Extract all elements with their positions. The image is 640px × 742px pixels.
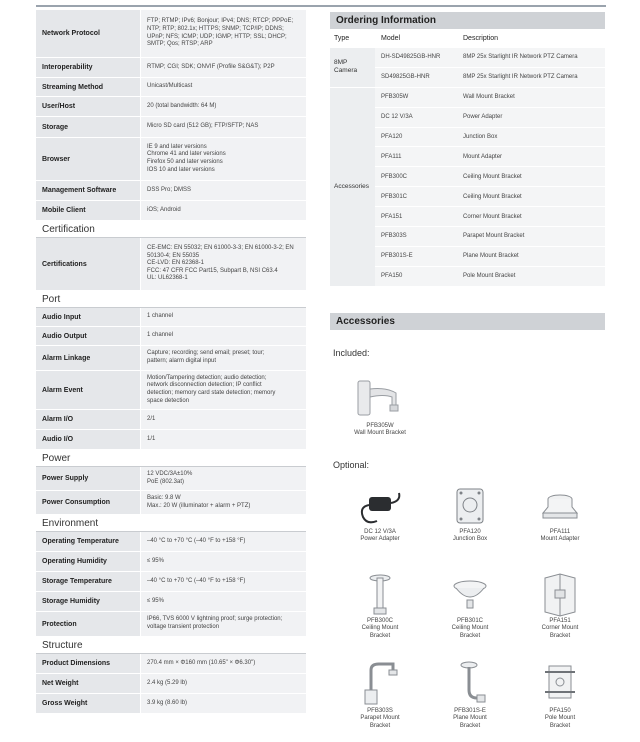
spec-value: Motion/Tampering detection; audio detection; network disconnection detection; IP conflict detection; memory card state detection; memory space detection: [141, 371, 306, 409]
spec-value: 1 channel: [141, 308, 306, 326]
ordering-row: PFA151 Corner Mount Bracket: [375, 207, 605, 227]
plane-bracket-icon: [445, 660, 495, 708]
ordering-information: [330, 12, 605, 287]
ordering-row: PFA120 Junction Box: [375, 128, 605, 148]
accessory-pfa120: PFA120 Junction Box: [430, 485, 510, 544]
accessory-pfa111: PFA111 Mount Adapter: [520, 485, 600, 544]
spec-key: Storage: [36, 117, 140, 137]
ordering-row: PFB300C Ceiling Mount Bracket: [375, 167, 605, 187]
spec-row: [36, 201, 306, 221]
ceiling-bracket-dome-icon: [445, 572, 495, 618]
accessory-power-adapter: DC 12 V/3A Power Adapter: [340, 485, 420, 544]
spec-key: Storage Humidity: [36, 592, 140, 611]
accessories-title: Accessories: [330, 313, 605, 330]
spec-key: Streaming Method: [36, 78, 140, 96]
junction-box-icon: [445, 485, 495, 529]
spec-key: Alarm I/O: [36, 410, 140, 429]
spec-key: Mobile Client: [36, 201, 140, 220]
spec-value: CE-EMC: EN 55032; EN 61000-3-3; EN 61000-3-2; EN 50130-4; EN 55035 CE-LVD: EN 62368-1 FCC: 47 CFR FCC Part15, Subpart B, NSI C63.4 UL: UL62368-1: [141, 238, 306, 290]
spec-value: IP66, TVS 6000 V lightning proof; surge protection; voltage transient protection: [141, 612, 306, 636]
spec-row: [36, 371, 306, 410]
type-accessories: Accessories: [330, 88, 375, 287]
pole-bracket-icon: [535, 660, 585, 708]
spec-value: 1 channel: [141, 327, 306, 345]
parapet-bracket-icon: [355, 660, 405, 708]
ordering-row: DC 12 V/3A Power Adapter: [375, 108, 605, 128]
ordering-table: [330, 48, 605, 287]
spec-value: ≤ 95%: [141, 552, 306, 571]
spec-row: [36, 346, 306, 371]
spec-value: Basic: 9.8 W Max.: 20 W (illuminator + alarm + PTZ): [141, 491, 306, 514]
accessory-pfb301c: PFB301C Ceiling Mount Bracket: [430, 572, 510, 640]
spec-row: [36, 58, 306, 78]
included-label: Included:: [333, 348, 370, 358]
spec-row: [36, 10, 306, 58]
section-title-structure: Structure: [36, 637, 306, 654]
spec-value: IE 9 and later versions Chrome 41 and later versions Firefox 50 and later versions IOS 10 and later versions: [141, 138, 306, 180]
type-column: [330, 48, 375, 287]
ordering-row: PFB305W Wall Mount Bracket: [375, 88, 605, 108]
spec-key: Alarm Event: [36, 371, 140, 409]
spec-row: [36, 572, 306, 592]
ordering-row: PFA111 Mount Adapter: [375, 147, 605, 167]
spec-key: Gross Weight: [36, 694, 140, 713]
spec-row: [36, 181, 306, 201]
spec-row: [36, 138, 306, 181]
section-title-port: Port: [36, 291, 306, 308]
spec-value: Capture; recording; send email; preset; tour; pattern; alarm digital input: [141, 346, 306, 370]
accessory-pfa150: PFA150 Pole Mount Bracket: [520, 660, 600, 730]
top-rule: [36, 5, 606, 7]
spec-value: iOS; Android: [141, 201, 306, 220]
accessory-pfa151: PFA151 Corner Mount Bracket: [520, 572, 600, 640]
accessories-section: [330, 313, 605, 330]
spec-key: Operating Humidity: [36, 552, 140, 571]
spec-table: [36, 10, 306, 714]
ordering-row: PFA150 Pole Mount Bracket: [375, 267, 605, 287]
spec-row: [36, 238, 306, 291]
spec-value: Unicast/Multicast: [141, 78, 306, 96]
spec-row: [36, 117, 306, 138]
spec-key: Power Supply: [36, 467, 140, 490]
spec-key: Audio I/O: [36, 430, 140, 449]
spec-value: FTP; RTMP; IPv6; Bonjour; IPv4; DNS; RTCP; PPPoE; NTP; RTP; 802.1x; HTTPS; SNMP; TCP/IP; DDNS; UPnP; NFS; ICMP; UDP; IGMP; HTTP; SSL; DHCP; SMTP; Qos; RTSP; ARP: [141, 10, 306, 57]
spec-key: Product Dimensions: [36, 654, 140, 673]
spec-key: Net Weight: [36, 674, 140, 693]
spec-value: 1/1: [141, 430, 306, 449]
spec-row: [36, 592, 306, 612]
section-title-power: Power: [36, 450, 306, 467]
spec-value: –40 °C to +70 °C (–40 °F to +158 °F): [141, 532, 306, 551]
spec-key: Alarm Linkage: [36, 346, 140, 370]
spec-row: [36, 327, 306, 346]
spec-value: –40 °C to +70 °C (–40 °F to +158 °F): [141, 572, 306, 591]
spec-row: [36, 308, 306, 327]
spec-value: 2.4 kg (5.29 lb): [141, 674, 306, 693]
header-description: Description: [463, 34, 499, 42]
spec-key: User/Host: [36, 97, 140, 116]
header-type: Type: [334, 34, 350, 42]
accessory-pfb305w: PFB305W Wall Mount Bracket: [335, 375, 425, 438]
corner-bracket-icon: [535, 572, 585, 618]
power-adapter-icon: [355, 485, 405, 529]
accessory-pfb301s-e: PFB301S-E Plane Mount Bracket: [430, 660, 510, 730]
spec-row: [36, 694, 306, 714]
spec-row: [36, 97, 306, 117]
spec-row: [36, 654, 306, 674]
spec-key: Audio Input: [36, 308, 140, 326]
accessory-pfb300c: PFB300C Ceiling Mount Bracket: [340, 572, 420, 640]
spec-key: Audio Output: [36, 327, 140, 345]
wall-mount-bracket-icon: [352, 375, 408, 423]
ordering-row: PFB303S Parapet Mount Bracket: [375, 227, 605, 247]
spec-key: Network Protocol: [36, 10, 140, 57]
spec-row: [36, 491, 306, 515]
spec-row: [36, 78, 306, 97]
spec-value: Micro SD card (512 GB); FTP/SFTP; NAS: [141, 117, 306, 137]
spec-key: Protection: [36, 612, 140, 636]
spec-key: Management Software: [36, 181, 140, 200]
ordering-row: PFB301S-E Plane Mount Bracket: [375, 247, 605, 267]
spec-value: 3.9 kg (8.60 lb): [141, 694, 306, 713]
ceiling-bracket-pole-icon: [355, 572, 405, 618]
spec-key: Operating Temperature: [36, 532, 140, 551]
spec-key: Interoperability: [36, 58, 140, 77]
spec-key: Certifications: [36, 238, 140, 290]
spec-value: 270.4 mm × Φ160 mm (10.65" × Φ6.30"): [141, 654, 306, 673]
spec-row: [36, 430, 306, 450]
accessory-pfb303s: PFB303S Parapet Mount Bracket: [340, 660, 420, 730]
ordering-row: PFB301C Ceiling Mount Bracket: [375, 187, 605, 207]
spec-row: [36, 410, 306, 430]
ordering-header-row: [330, 29, 605, 48]
spec-value: DSS Pro; DMSS: [141, 181, 306, 200]
spec-value: RTMP; CGI; SDK; ONVIF (Profile S&G&T); P2P: [141, 58, 306, 77]
ordering-row: DH-SD49825GB-HNR 8MP 25x Starlight IR Network PTZ Camera: [375, 48, 605, 68]
spec-key: Power Consumption: [36, 491, 140, 514]
spec-row: [36, 612, 306, 637]
spec-row: [36, 532, 306, 552]
spec-value: 12 VDC/3A±10% PoE (802.3at): [141, 467, 306, 490]
ordering-rows: [375, 48, 605, 287]
ordering-row: SD49825GB-HNR 8MP 25x Starlight IR Network PTZ Camera: [375, 68, 605, 88]
spec-row: [36, 552, 306, 572]
section-title-environment: Environment: [36, 515, 306, 532]
spec-key: Browser: [36, 138, 140, 180]
type-camera: 8MP Camera: [330, 48, 375, 88]
optional-label: Optional:: [333, 460, 370, 470]
mount-adapter-icon: [535, 485, 585, 529]
section-title-certification: Certification: [36, 221, 306, 238]
spec-value: 20 (total bandwidth: 64 M): [141, 97, 306, 116]
spec-key: Storage Temperature: [36, 572, 140, 591]
spec-row: [36, 467, 306, 491]
spec-value: ≤ 95%: [141, 592, 306, 611]
spec-row: [36, 674, 306, 694]
spec-value: 2/1: [141, 410, 306, 429]
ordering-title: Ordering Information: [330, 12, 605, 29]
header-model: Model: [381, 34, 401, 42]
